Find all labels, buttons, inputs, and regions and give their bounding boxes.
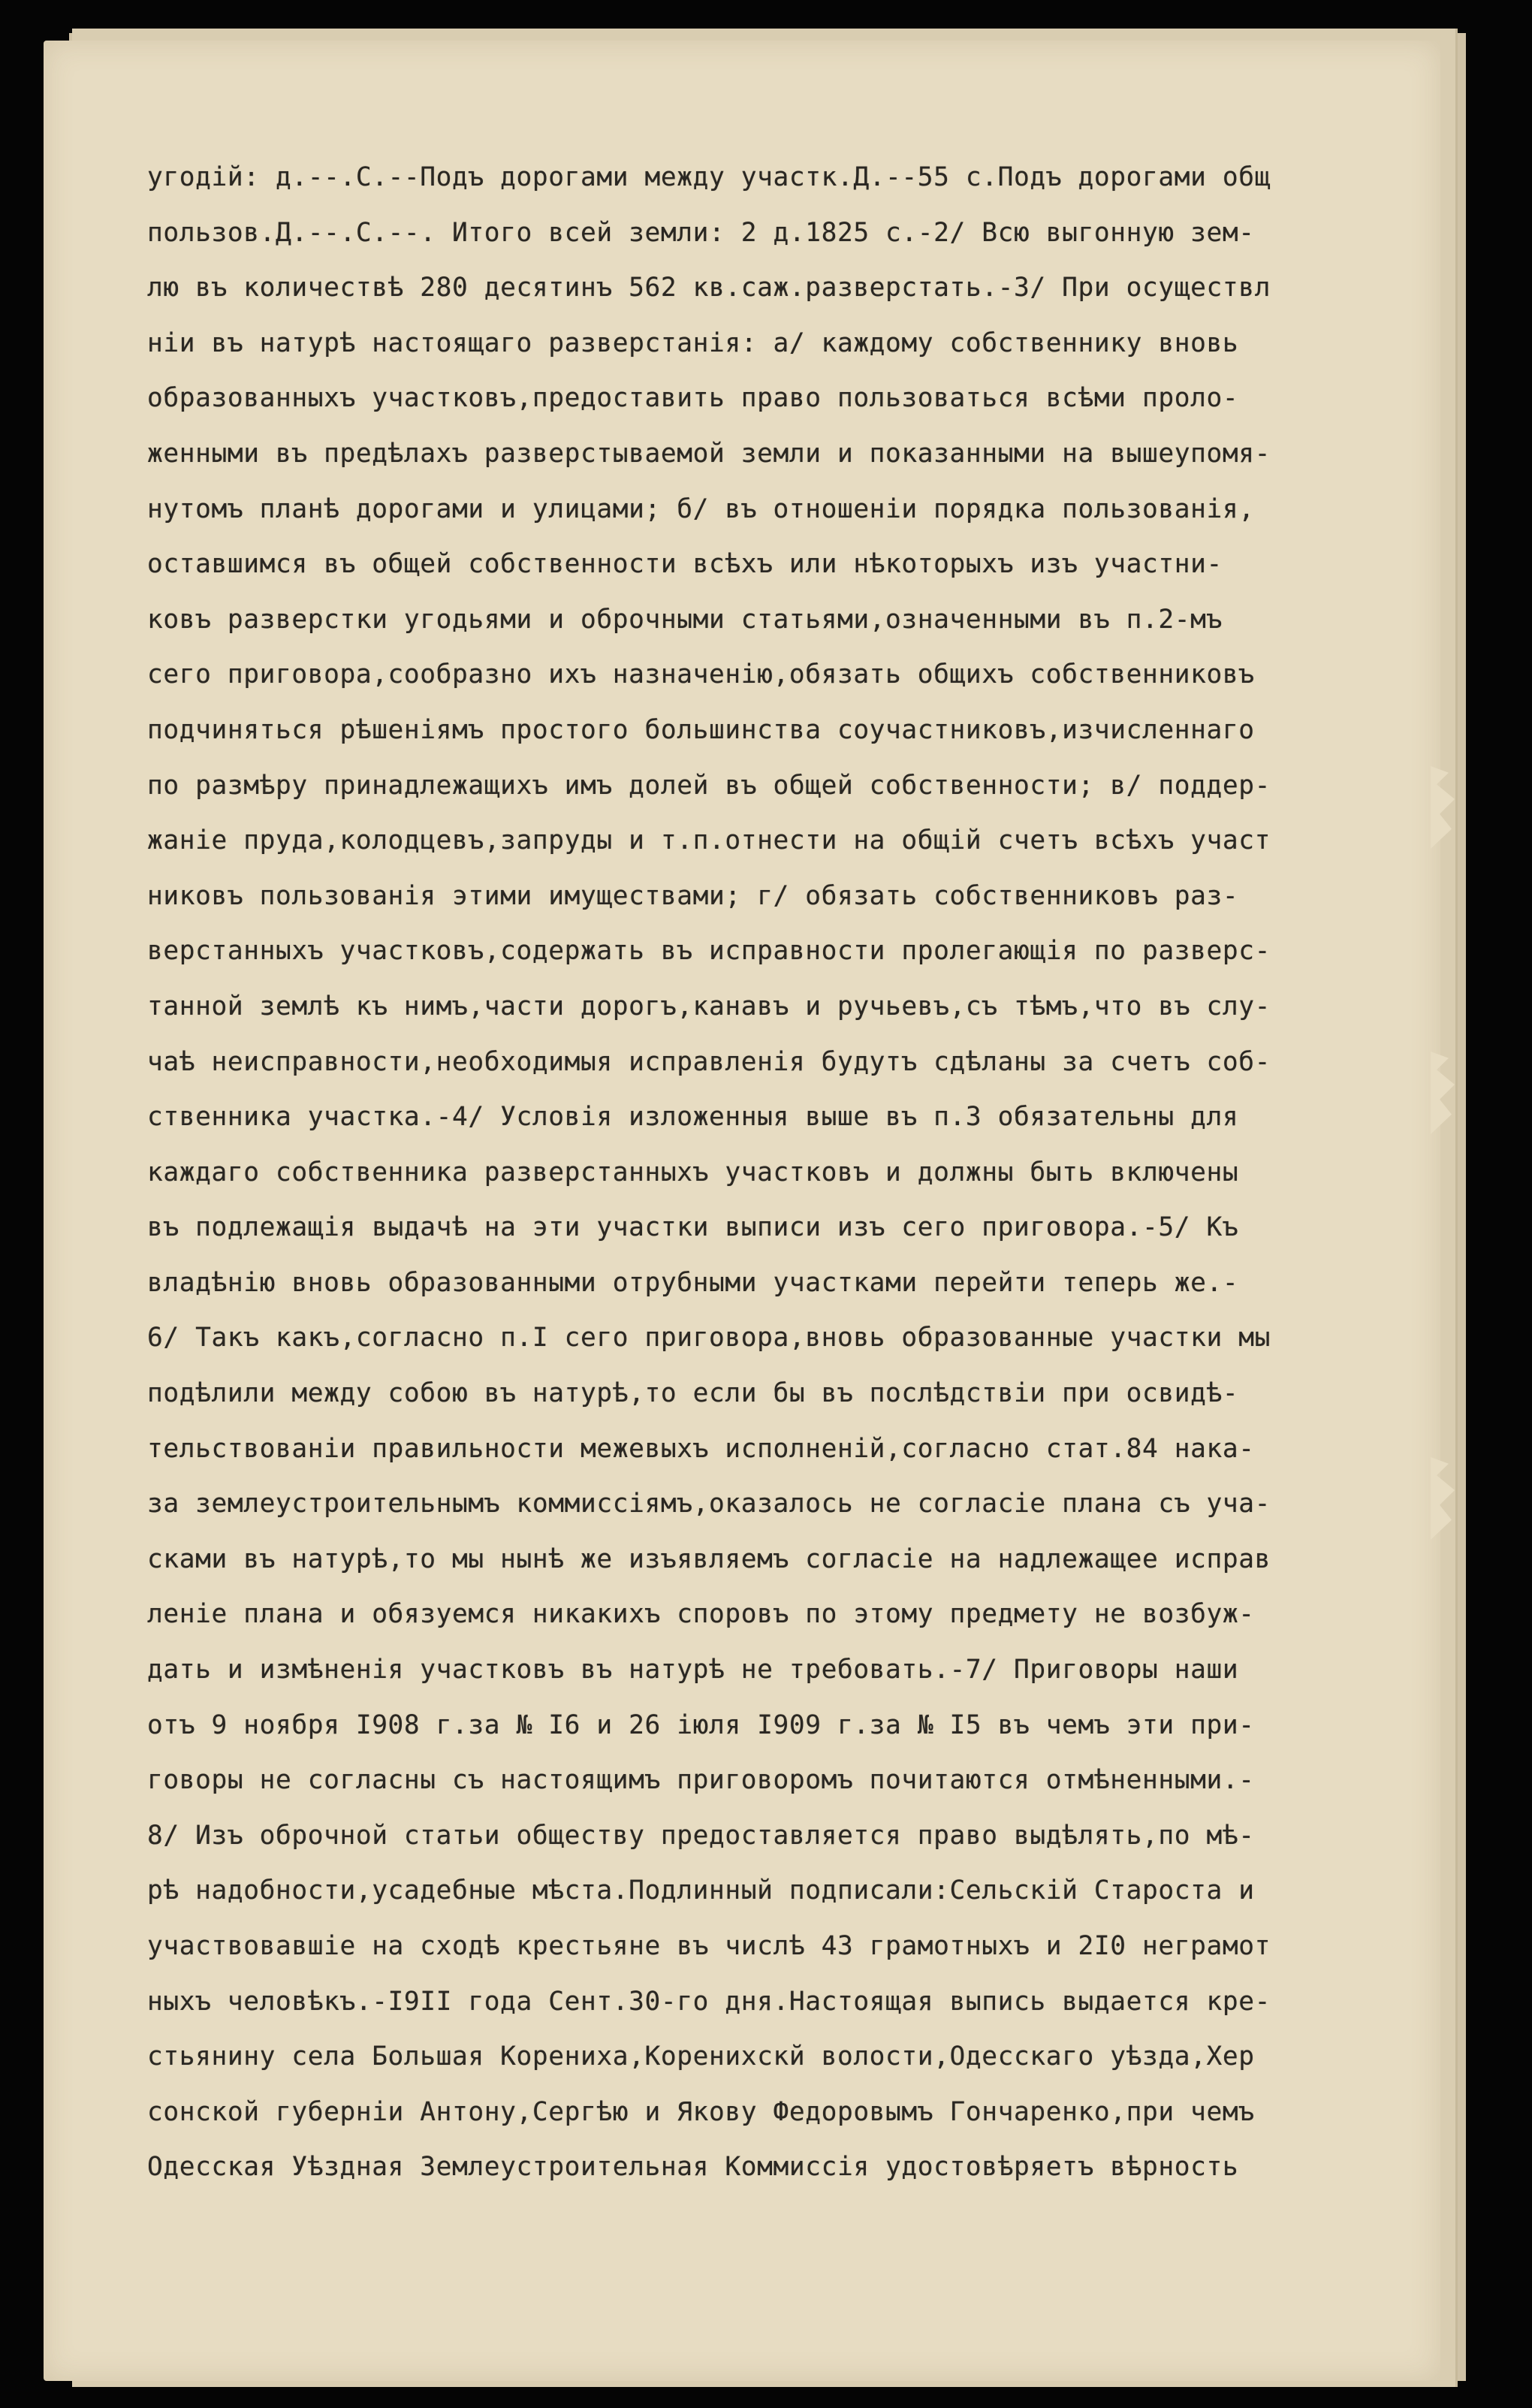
text-line: рѣ надобности,усадебные мѣста.Подлинный подписали:Сельскій Староста и [147, 1875, 1255, 1906]
text-line: сего приговора,сообразно ихъ назначенію,обязать общихъ собственниковъ [147, 659, 1255, 690]
text-line: въ подлежащія выдачѣ на эти участки выписи изъ сего приговора.-5/ Къ [147, 1212, 1239, 1243]
text-line: образованныхъ участковъ,предоставить право пользоваться всѣми проло- [147, 383, 1239, 414]
text-line: лю въ количествѣ 280 десятинъ 562 кв.саж.разверстать.-3/ При осуществл [147, 273, 1271, 303]
text-line: стьянину села Большая Корениха,Коренихскй волости,Одесскаго уѣзда,Хер [147, 2041, 1255, 2072]
text-line: ніи въ натурѣ настоящаго разверстанія: а/ каждому собственнику вновь [147, 327, 1239, 358]
text-line: Одесская Уѣздная Землеустроительная Коммиссія удостовѣряетъ вѣрность [147, 2152, 1239, 2183]
text-line: танной землѣ къ нимъ,части дорогъ,канавъ и ручьевъ,съ тѣмъ,что въ слу- [147, 991, 1271, 1021]
text-line: никовъ пользованія этими имуществами; г/ обязать собственниковъ раз- [147, 880, 1239, 911]
text-line: участвовавшіе на сходѣ крестьяне въ числѣ 43 грамотныхъ и 2I0 неграмот [147, 1931, 1271, 1961]
text-line: тельствованіи правильности межевыхъ исполненій,согласно стат.84 нака- [147, 1433, 1255, 1464]
text-line: за землеустроительнымъ коммиссіямъ,оказалось не согласіе плана съ уча- [147, 1489, 1271, 1519]
text-line: владѣнію вновь образованными отрубными участками перейти теперь же.- [147, 1267, 1239, 1298]
text-line: сками въ натурѣ,то мы нынѣ же изъявляемъ согласіе на надлежащее исправ [147, 1543, 1271, 1574]
text-line: по размѣру принадлежащихъ имъ долей въ общей собственности; в/ поддер- [147, 770, 1271, 801]
text-line: ковъ разверстки угодьями и оброчными статьями,означенными въ п.2-мъ [147, 604, 1223, 635]
text-line: отъ 9 ноября I908 г.за № I6 и 26 іюля I909 г.за № I5 въ чемъ эти при- [147, 1709, 1255, 1740]
text-line: ственника участка.-4/ Условія изложенныя выше въ п.3 обязательны для [147, 1102, 1239, 1133]
text-line: каждаго собственника разверстанныхъ участковъ и должны быть включены [147, 1157, 1239, 1187]
text-line: жаніе пруда,колодцевъ,запруды и т.п.отнести на общій счетъ всѣхъ участ [147, 825, 1271, 856]
text-line: дать и измѣненія участковъ въ натурѣ не требовать.-7/ Приговоры наши [147, 1655, 1239, 1685]
text-line: подѣлили между собою въ натурѣ,то если бы въ послѣдствіи при освидѣ- [147, 1378, 1239, 1409]
text-line: 6/ Такъ какъ,согласно п.I сего приговора,вновь образованные участки мы [147, 1323, 1271, 1353]
text-line: леніе плана и обязуемся никакихъ споровъ по этому предмету не возбуж- [147, 1599, 1255, 1630]
text-line: подчиняться рѣшеніямъ простого большинства соучастниковъ,изчисленнаго [147, 714, 1255, 745]
text-line: нутомъ планѣ дорогами и улицами; б/ въ отношеніи порядка пользованія, [147, 493, 1255, 524]
text-line: угодій: д.--.С.--Подъ дорогами между участк.Д.--55 с.Подъ дорогами общ [147, 162, 1271, 192]
text-line: говоры не согласны съ настоящимъ приговоромъ почитаются отмѣненными.- [147, 1765, 1255, 1796]
typewritten-text [147, 150, 1424, 2195]
text-line: оставшимся въ общей собственности всѣхъ или нѣкоторыхъ изъ участни- [147, 549, 1223, 580]
text-line: ныхъ человѣкъ.-I9II года Сент.30-го дня.Настоящая выпись выдается кре- [147, 1986, 1271, 2017]
text-line: женными въ предѣлахъ разверстываемой земли и показанными на вышеупомя- [147, 438, 1271, 469]
text-line: пользов.Д.--.С.--. Итого всей земли: 2 д.1825 с.-2/ Всю выгонную зем- [147, 217, 1255, 248]
text-line: сонской губерніи Антону,Сергѣю и Якову Федоровымъ Гончаренко,при чемъ [147, 2096, 1255, 2127]
text-line: чаѣ неисправности,необходимыя исправленія будутъ сдѣланы за счетъ соб- [147, 1046, 1271, 1077]
text-line: 8/ Изъ оброчной статьи обществу предоставляется право выдѣлять,по мѣ- [147, 1820, 1255, 1851]
text-line: верстанныхъ участковъ,содержать въ исправности пролегающія по разверс- [147, 936, 1271, 967]
